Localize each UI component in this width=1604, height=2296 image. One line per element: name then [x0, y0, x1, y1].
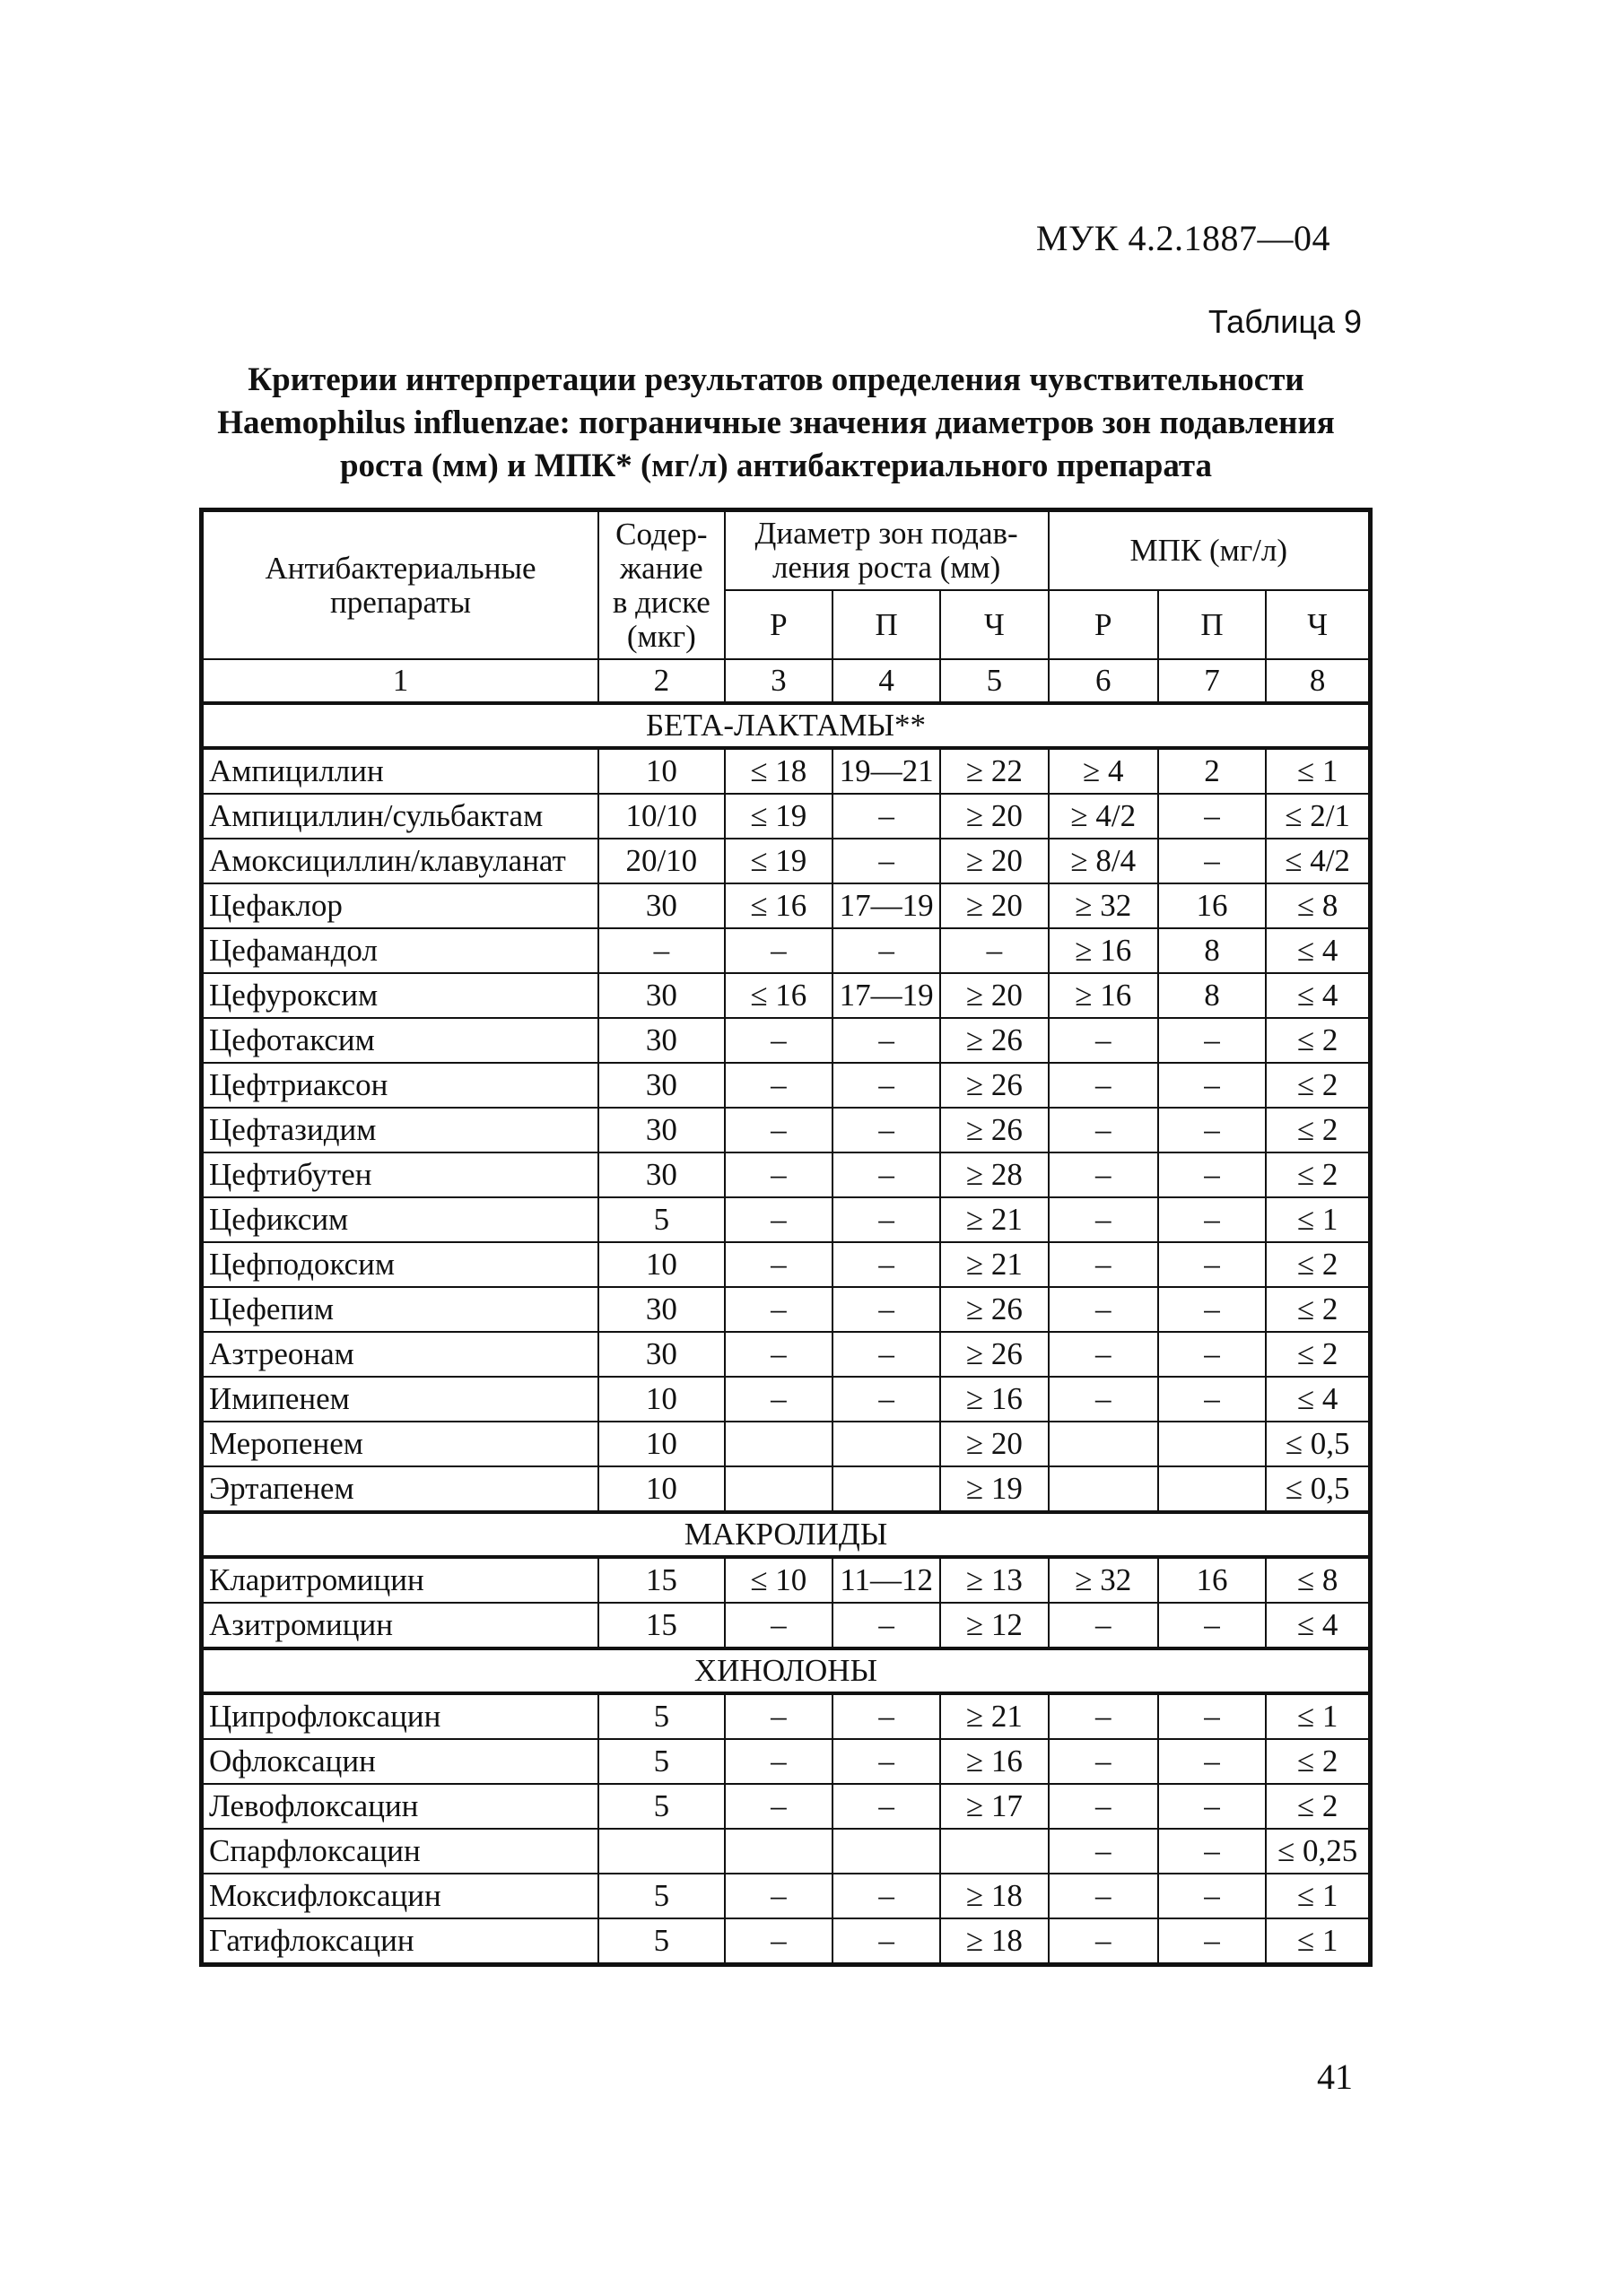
- value-cell: ≥ 21: [940, 1242, 1048, 1287]
- drug-name-cell: Эртапенем: [202, 1466, 598, 1512]
- value-cell: ≤ 2/1: [1266, 794, 1370, 839]
- drug-name-cell: Меропенем: [202, 1422, 598, 1466]
- value-cell: ≤ 2: [1266, 1332, 1370, 1377]
- value-cell: –: [1049, 1018, 1158, 1063]
- drug-name-cell: Спарфлоксацин: [202, 1829, 598, 1874]
- value-cell: –: [1158, 1242, 1266, 1287]
- value-cell: –: [833, 1784, 940, 1829]
- column-number: 3: [725, 659, 833, 703]
- value-cell: ≥ 19: [940, 1466, 1048, 1512]
- drug-name-cell: Ципрофлоксацин: [202, 1693, 598, 1739]
- value-cell: ≥ 26: [940, 1018, 1048, 1063]
- section-title: БЕТА-ЛАКТАМЫ**: [202, 703, 1371, 748]
- value-cell: –: [725, 1874, 833, 1918]
- table-row: [202, 1332, 1371, 1377]
- table-row: [202, 928, 1371, 973]
- value-cell: ≤ 8: [1266, 883, 1370, 928]
- value-cell: 5: [598, 1739, 725, 1784]
- header-disk-content: [598, 510, 725, 660]
- value-cell: ≥ 17: [940, 1784, 1048, 1829]
- value-cell: ≤ 2: [1266, 1152, 1370, 1197]
- table-row: [202, 1287, 1371, 1332]
- value-cell: –: [833, 1197, 940, 1242]
- value-cell: 10: [598, 1466, 725, 1512]
- value-cell: ≤ 18: [725, 748, 833, 794]
- value-cell: ≤ 2: [1266, 1784, 1370, 1829]
- value-cell: ≥ 4/2: [1049, 794, 1158, 839]
- value-cell: ≥ 26: [940, 1108, 1048, 1152]
- header-row: [202, 510, 1371, 591]
- value-cell: –: [833, 1332, 940, 1377]
- drug-name-cell: Левофлоксацин: [202, 1784, 598, 1829]
- table-row: [202, 1018, 1371, 1063]
- value-cell: ≥ 26: [940, 1063, 1048, 1108]
- value-cell: –: [1049, 1874, 1158, 1918]
- table-row: [202, 1693, 1371, 1739]
- value-cell: –: [725, 1197, 833, 1242]
- value-cell: –: [1049, 1287, 1158, 1332]
- table-row: [202, 748, 1371, 794]
- value-cell: ≤ 2: [1266, 1063, 1370, 1108]
- value-cell: –: [1049, 1603, 1158, 1648]
- value-cell: –: [1158, 1784, 1266, 1829]
- drug-name-cell: Цефподоксим: [202, 1242, 598, 1287]
- value-cell: [725, 1422, 833, 1466]
- value-cell: –: [725, 1739, 833, 1784]
- value-cell: ≤ 1: [1266, 1918, 1370, 1965]
- value-cell: [1158, 1422, 1266, 1466]
- value-cell: –: [1158, 1377, 1266, 1422]
- value-cell: ≤ 0,5: [1266, 1422, 1370, 1466]
- header-drug-line: Антибактериальные: [265, 550, 536, 586]
- table-title-line: Haemophilus influenzae: пограничные значения диаметров зон подавления: [217, 404, 1335, 441]
- value-cell: 5: [598, 1874, 725, 1918]
- value-cell: –: [725, 1918, 833, 1965]
- drug-name-cell: Цефтазидим: [202, 1108, 598, 1152]
- value-cell: ≤ 16: [725, 973, 833, 1018]
- value-cell: –: [833, 1874, 940, 1918]
- value-cell: ≥ 4: [1049, 748, 1158, 794]
- value-cell: –: [833, 794, 940, 839]
- value-cell: –: [598, 928, 725, 973]
- value-cell: ≥ 20: [940, 794, 1048, 839]
- value-cell: ≤ 19: [725, 839, 833, 883]
- drug-name-cell: Азтреонам: [202, 1332, 598, 1377]
- drug-name-cell: Цефтибутен: [202, 1152, 598, 1197]
- table-row: [202, 1108, 1371, 1152]
- value-cell: –: [833, 1018, 940, 1063]
- value-cell: –: [1158, 794, 1266, 839]
- value-cell: 16: [1158, 883, 1266, 928]
- drug-name-cell: Цефотаксим: [202, 1018, 598, 1063]
- value-cell: –: [833, 1242, 940, 1287]
- value-cell: ≤ 0,5: [1266, 1466, 1370, 1512]
- value-cell: 30: [598, 1108, 725, 1152]
- value-cell: 30: [598, 883, 725, 928]
- value-cell: –: [725, 1152, 833, 1197]
- value-cell: ≥ 18: [940, 1874, 1048, 1918]
- value-cell: –: [1049, 1739, 1158, 1784]
- page-number: 41: [1317, 2057, 1353, 2097]
- header-content-line: жание: [619, 550, 703, 586]
- header-mic-r: Р: [1049, 590, 1158, 659]
- value-cell: –: [1049, 1332, 1158, 1377]
- value-cell: ≤ 2: [1266, 1018, 1370, 1063]
- drug-name-cell: Цефуроксим: [202, 973, 598, 1018]
- value-cell: 17—19: [833, 883, 940, 928]
- value-cell: –: [1049, 1197, 1158, 1242]
- table-row: [202, 1063, 1371, 1108]
- value-cell: –: [725, 1018, 833, 1063]
- header-content-line: Содер-: [615, 516, 708, 552]
- value-cell: 16: [1158, 1557, 1266, 1603]
- table-row: [202, 1603, 1371, 1648]
- document-code: МУК 4.2.1887—04: [1035, 218, 1330, 258]
- value-cell: ≤ 16: [725, 883, 833, 928]
- value-cell: –: [833, 839, 940, 883]
- value-cell: –: [725, 1603, 833, 1648]
- column-number: 5: [940, 659, 1048, 703]
- value-cell: –: [1049, 1108, 1158, 1152]
- table-row: [202, 1784, 1371, 1829]
- value-cell: 17—19: [833, 973, 940, 1018]
- value-cell: –: [1158, 1152, 1266, 1197]
- value-cell: –: [833, 1739, 940, 1784]
- value-cell: [833, 1422, 940, 1466]
- table-body: [202, 510, 1371, 1965]
- value-cell: ≥ 20: [940, 883, 1048, 928]
- value-cell: ≥ 16: [1049, 928, 1158, 973]
- value-cell: [725, 1829, 833, 1874]
- value-cell: 5: [598, 1197, 725, 1242]
- value-cell: ≤ 4: [1266, 1377, 1370, 1422]
- value-cell: ≥ 13: [940, 1557, 1048, 1603]
- value-cell: 30: [598, 1152, 725, 1197]
- value-cell: ≥ 12: [940, 1603, 1048, 1648]
- value-cell: 30: [598, 1332, 725, 1377]
- section-row: [202, 1648, 1371, 1693]
- table-row: [202, 1377, 1371, 1422]
- column-number: 8: [1266, 659, 1370, 703]
- criteria-table: [199, 508, 1373, 1967]
- value-cell: –: [725, 1693, 833, 1739]
- value-cell: 10: [598, 748, 725, 794]
- value-cell: –: [1158, 1018, 1266, 1063]
- section-title: ХИНОЛОНЫ: [202, 1648, 1371, 1693]
- value-cell: –: [833, 1377, 940, 1422]
- value-cell: [940, 1829, 1048, 1874]
- value-cell: –: [725, 928, 833, 973]
- value-cell: –: [1158, 1918, 1266, 1965]
- value-cell: 5: [598, 1693, 725, 1739]
- value-cell: –: [1158, 1874, 1266, 1918]
- drug-name-cell: Азитромицин: [202, 1603, 598, 1648]
- value-cell: –: [833, 928, 940, 973]
- drug-name-cell: Ампициллин/сульбактам: [202, 794, 598, 839]
- value-cell: 5: [598, 1918, 725, 1965]
- value-cell: ≥ 20: [940, 973, 1048, 1018]
- drug-name-cell: Цефиксим: [202, 1197, 598, 1242]
- value-cell: –: [833, 1693, 940, 1739]
- value-cell: ≤ 4: [1266, 928, 1370, 973]
- value-cell: 15: [598, 1557, 725, 1603]
- value-cell: –: [1049, 1063, 1158, 1108]
- value-cell: ≥ 8/4: [1049, 839, 1158, 883]
- table-row: [202, 839, 1371, 883]
- table-row: [202, 1557, 1371, 1603]
- drug-name-cell: Имипенем: [202, 1377, 598, 1422]
- value-cell: 10: [598, 1242, 725, 1287]
- value-cell: 10/10: [598, 794, 725, 839]
- value-cell: 20/10: [598, 839, 725, 883]
- value-cell: –: [833, 1152, 940, 1197]
- value-cell: ≤ 1: [1266, 1197, 1370, 1242]
- value-cell: 30: [598, 1287, 725, 1332]
- value-cell: [598, 1829, 725, 1874]
- value-cell: 8: [1158, 928, 1266, 973]
- column-number: 4: [833, 659, 940, 703]
- value-cell: 2: [1158, 748, 1266, 794]
- header-zone-line: ления роста (мм): [771, 550, 1001, 585]
- value-cell: ≤ 0,25: [1266, 1829, 1370, 1874]
- value-cell: –: [1158, 1332, 1266, 1377]
- value-cell: ≤ 1: [1266, 1693, 1370, 1739]
- header-zone-line: Диаметр зон подав-: [754, 516, 1018, 551]
- table-title-line: роста (мм) и МПК* (мг/л) антибактериального препарата: [339, 448, 1213, 484]
- value-cell: 30: [598, 1063, 725, 1108]
- value-cell: –: [1049, 1918, 1158, 1965]
- table-row: [202, 883, 1371, 928]
- drug-name-cell: Гатифлоксацин: [202, 1918, 598, 1965]
- drug-name-cell: Цефаклор: [202, 883, 598, 928]
- header-mic-p: П: [1158, 590, 1266, 659]
- header-mic-ch: Ч: [1266, 590, 1370, 659]
- value-cell: –: [1049, 1784, 1158, 1829]
- header-mic: МПК (мг/л): [1049, 510, 1371, 591]
- column-number: 2: [598, 659, 725, 703]
- value-cell: [1158, 1466, 1266, 1512]
- drug-name-cell: Цефамандол: [202, 928, 598, 973]
- value-cell: 10: [598, 1377, 725, 1422]
- table-row: [202, 973, 1371, 1018]
- value-cell: –: [1049, 1152, 1158, 1197]
- value-cell: –: [1049, 1377, 1158, 1422]
- table-title-line: Критерии интерпретации результатов определения чувствительности: [248, 361, 1304, 398]
- value-cell: ≤ 2: [1266, 1242, 1370, 1287]
- value-cell: –: [833, 1108, 940, 1152]
- drug-name-cell: Амоксициллин/клавуланат: [202, 839, 598, 883]
- value-cell: 10: [598, 1422, 725, 1466]
- value-cell: 5: [598, 1784, 725, 1829]
- drug-name-cell: Ампициллин: [202, 748, 598, 794]
- value-cell: –: [1158, 1063, 1266, 1108]
- value-cell: ≤ 8: [1266, 1557, 1370, 1603]
- table-row: [202, 1152, 1371, 1197]
- value-cell: ≥ 16: [940, 1739, 1048, 1784]
- value-cell: [1049, 1422, 1158, 1466]
- value-cell: –: [833, 1603, 940, 1648]
- value-cell: –: [940, 928, 1048, 973]
- value-cell: ≤ 4: [1266, 1603, 1370, 1648]
- section-row: [202, 703, 1371, 748]
- value-cell: –: [1049, 1242, 1158, 1287]
- header-zone-r: Р: [725, 590, 833, 659]
- value-cell: –: [1158, 1108, 1266, 1152]
- value-cell: ≤ 4: [1266, 973, 1370, 1018]
- table-row: [202, 1242, 1371, 1287]
- value-cell: –: [1158, 1287, 1266, 1332]
- value-cell: –: [725, 1332, 833, 1377]
- column-number: 6: [1049, 659, 1158, 703]
- value-cell: ≥ 20: [940, 1422, 1048, 1466]
- table-label: Таблица 9: [1207, 303, 1362, 340]
- table-row: [202, 1874, 1371, 1918]
- value-cell: –: [725, 1377, 833, 1422]
- value-cell: [833, 1466, 940, 1512]
- value-cell: ≥ 28: [940, 1152, 1048, 1197]
- table-row: [202, 1739, 1371, 1784]
- value-cell: –: [1158, 1603, 1266, 1648]
- section-row: [202, 1512, 1371, 1557]
- value-cell: –: [725, 1287, 833, 1332]
- value-cell: [833, 1829, 940, 1874]
- value-cell: –: [1158, 1829, 1266, 1874]
- header-content-line: в диске: [612, 584, 710, 620]
- table-row: [202, 1197, 1371, 1242]
- header-zone-diameter: [725, 510, 1049, 591]
- value-cell: –: [1049, 1829, 1158, 1874]
- value-cell: –: [725, 1108, 833, 1152]
- value-cell: ≤ 1: [1266, 1874, 1370, 1918]
- value-cell: –: [725, 1784, 833, 1829]
- value-cell: 30: [598, 973, 725, 1018]
- value-cell: –: [725, 1063, 833, 1108]
- value-cell: –: [1158, 1693, 1266, 1739]
- drug-name-cell: Цефепим: [202, 1287, 598, 1332]
- value-cell: ≥ 20: [940, 839, 1048, 883]
- value-cell: ≤ 1: [1266, 748, 1370, 794]
- value-cell: –: [1049, 1693, 1158, 1739]
- table-title: [179, 359, 1373, 488]
- value-cell: ≥ 32: [1049, 883, 1158, 928]
- value-cell: 11—12: [833, 1557, 940, 1603]
- value-cell: ≥ 26: [940, 1287, 1048, 1332]
- header-drug-line: препараты: [330, 584, 471, 620]
- table-row: [202, 1422, 1371, 1466]
- value-cell: ≥ 26: [940, 1332, 1048, 1377]
- header-drug: [202, 510, 598, 660]
- table-row: [202, 1829, 1371, 1874]
- value-cell: ≤ 10: [725, 1557, 833, 1603]
- value-cell: 15: [598, 1603, 725, 1648]
- drug-name-cell: Моксифлоксацин: [202, 1874, 598, 1918]
- value-cell: –: [833, 1063, 940, 1108]
- value-cell: ≥ 16: [940, 1377, 1048, 1422]
- value-cell: [725, 1466, 833, 1512]
- value-cell: 30: [598, 1018, 725, 1063]
- value-cell: ≥ 21: [940, 1197, 1048, 1242]
- value-cell: –: [1158, 839, 1266, 883]
- column-number: 7: [1158, 659, 1266, 703]
- value-cell: ≥ 21: [940, 1693, 1048, 1739]
- drug-name-cell: Офлоксацин: [202, 1739, 598, 1784]
- drug-name-cell: Цефтриаксон: [202, 1063, 598, 1108]
- value-cell: –: [833, 1918, 940, 1965]
- column-number: 1: [202, 659, 598, 703]
- value-cell: –: [1158, 1197, 1266, 1242]
- value-cell: ≤ 19: [725, 794, 833, 839]
- column-number-row: [202, 659, 1371, 703]
- value-cell: ≤ 2: [1266, 1108, 1370, 1152]
- value-cell: –: [1158, 1739, 1266, 1784]
- value-cell: –: [725, 1242, 833, 1287]
- value-cell: 19—21: [833, 748, 940, 794]
- header-zone-p: П: [833, 590, 940, 659]
- value-cell: [1049, 1466, 1158, 1512]
- value-cell: ≥ 22: [940, 748, 1048, 794]
- header-content-line: (мкг): [626, 618, 696, 654]
- table-row: [202, 1466, 1371, 1512]
- value-cell: –: [833, 1287, 940, 1332]
- drug-name-cell: Кларитромицин: [202, 1557, 598, 1603]
- section-title: МАКРОЛИДЫ: [202, 1512, 1371, 1557]
- value-cell: ≤ 2: [1266, 1739, 1370, 1784]
- table-row: [202, 1918, 1371, 1965]
- table-row: [202, 794, 1371, 839]
- value-cell: ≥ 32: [1049, 1557, 1158, 1603]
- header-zone-ch: Ч: [940, 590, 1048, 659]
- value-cell: ≤ 2: [1266, 1287, 1370, 1332]
- value-cell: ≥ 18: [940, 1918, 1048, 1965]
- value-cell: ≤ 4/2: [1266, 839, 1370, 883]
- value-cell: 8: [1158, 973, 1266, 1018]
- value-cell: ≥ 16: [1049, 973, 1158, 1018]
